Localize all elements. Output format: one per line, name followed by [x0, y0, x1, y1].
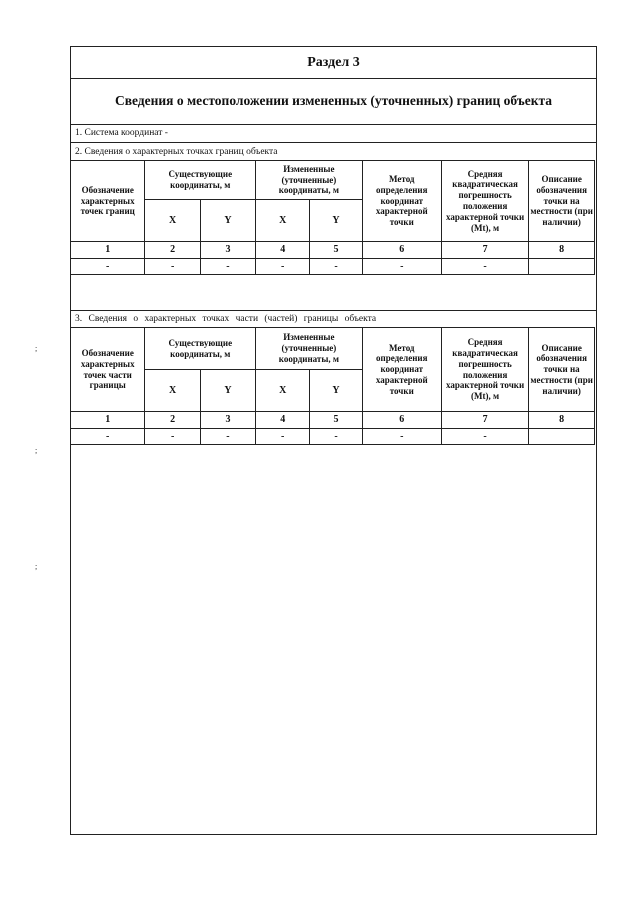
- col-x: X: [145, 370, 200, 412]
- column-number: 4: [256, 242, 310, 259]
- column-number: 8: [529, 412, 595, 429]
- table-cell: -: [441, 259, 528, 275]
- table-row: [71, 259, 595, 275]
- boundary-points-table: [70, 160, 595, 275]
- column-number: 3: [200, 412, 255, 429]
- table-cell: -: [256, 429, 310, 445]
- col-y: Y: [200, 200, 255, 242]
- margin-mark: ;: [35, 344, 38, 353]
- col-method: Метод определения координат характерной точки: [362, 161, 441, 242]
- column-number: 4: [256, 412, 310, 429]
- col-error: Средняя квадратическая погрешность положения характерной точки (Mt), м: [441, 161, 528, 242]
- table2-caption: [71, 310, 596, 327]
- col-method: Метод определения координат характерной точки: [362, 328, 441, 412]
- col-description: Описание обозначения точки на местности (при наличии): [529, 161, 595, 242]
- column-number: 5: [310, 412, 362, 429]
- col-description: Описание обозначения точки на местности (при наличии): [529, 328, 595, 412]
- table-cell: -: [362, 429, 441, 445]
- table-cell: -: [145, 259, 200, 275]
- table-cell: -: [310, 259, 362, 275]
- col-designation: Обозначение характерных точек части границы: [71, 328, 145, 412]
- col-changed: Измененные (уточненные) координаты, м: [256, 161, 363, 200]
- column-number: 2: [145, 242, 200, 259]
- col-y: Y: [200, 370, 255, 412]
- column-number: 7: [441, 412, 528, 429]
- table-row: [71, 429, 595, 445]
- column-number: 7: [441, 242, 528, 259]
- table-cell: -: [71, 259, 145, 275]
- col-error: Средняя квадратическая погрешность положения характерной точки (Mt), м: [441, 328, 528, 412]
- part-boundary-points-table: [70, 327, 595, 445]
- col-designation: Обозначение характерных точек границ: [71, 161, 145, 242]
- document-frame: [70, 46, 597, 835]
- col-y: Y: [310, 200, 362, 242]
- table-cell: -: [362, 259, 441, 275]
- column-number: 6: [362, 412, 441, 429]
- col-x: X: [256, 200, 310, 242]
- table-cell: -: [71, 429, 145, 445]
- column-number: 2: [145, 412, 200, 429]
- table1-caption: 2. Сведения о характерных точках границ объекта: [75, 146, 278, 157]
- margin-mark: ;: [35, 562, 38, 571]
- table-cell: -: [200, 259, 255, 275]
- table-cell: -: [441, 429, 528, 445]
- column-number: 8: [529, 242, 595, 259]
- table2-caption-text: 3. Сведения о характерных точках части (частей) границы объекта: [75, 314, 377, 324]
- table-cell: -: [310, 429, 362, 445]
- col-changed: Измененные (уточненные) координаты, м: [256, 328, 363, 370]
- column-number: 6: [362, 242, 441, 259]
- col-existing: Существующие координаты, м: [145, 161, 256, 200]
- section-title: Раздел 3: [71, 47, 596, 79]
- section-subtitle: Сведения о местоположении измененных (уточненных) границ объекта: [71, 78, 596, 125]
- coordinate-system: 1. Система координат -: [71, 124, 596, 143]
- table-cell: -: [145, 429, 200, 445]
- margin-mark: ;: [35, 446, 38, 455]
- column-number: 5: [310, 242, 362, 259]
- column-number: 1: [71, 412, 145, 429]
- table-cell: [529, 429, 595, 445]
- col-x: X: [256, 370, 310, 412]
- col-y: Y: [310, 370, 362, 412]
- table-cell: -: [256, 259, 310, 275]
- table-cell: -: [200, 429, 255, 445]
- col-x: X: [145, 200, 200, 242]
- table-cell: [529, 259, 595, 275]
- column-number: 1: [71, 242, 145, 259]
- column-number: 3: [200, 242, 255, 259]
- col-existing: Существующие координаты, м: [145, 328, 256, 370]
